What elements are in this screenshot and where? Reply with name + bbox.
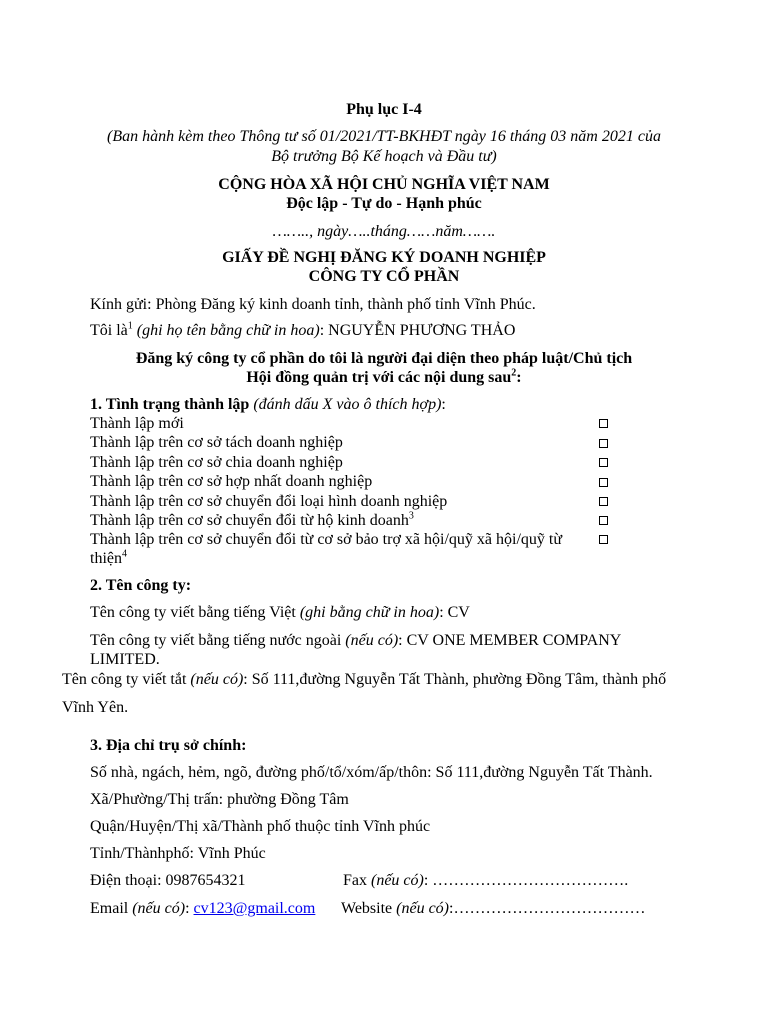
section-1-colon: : — [441, 396, 446, 413]
company-name-foreign-cont: LIMITED. — [90, 651, 160, 668]
fax-value: : ………………………………. — [423, 872, 629, 889]
applicant-name: NGUYỄN PHƯƠNG THẢO — [328, 322, 516, 339]
fax-hint: (nếu có) — [371, 872, 424, 889]
company-name-abbr-cont: Vĩnh Yên. — [62, 699, 129, 716]
footnote-ref-2: 2 — [511, 367, 517, 379]
applicant-sep: : — [319, 322, 329, 339]
website-hint: (nếu có) — [396, 900, 449, 917]
footnote-ref-4: 4 — [122, 548, 127, 560]
section-1-title: 1. Tình trạng thành lập — [90, 396, 250, 413]
applicant-line — [90, 322, 515, 340]
website-value: :……………………………… — [449, 900, 646, 917]
address-province: Tỉnh/Thànhphố: Vĩnh Phúc — [90, 845, 266, 862]
issued-by-line-2: Bộ trưởng Bộ Kế hoạch và Đầu tư) — [271, 148, 497, 165]
document-subtitle: CÔNG TY CỔ PHẦN — [308, 268, 460, 285]
section-1-heading — [90, 396, 446, 414]
company-name-vn-hint: (ghi bằng chữ in hoa) — [299, 604, 440, 621]
option-checkbox[interactable] — [599, 478, 608, 487]
section-1-hint: (đánh dấu X vào ô thích hợp) — [253, 396, 442, 413]
email-field — [90, 900, 315, 918]
email-sep: : — [185, 900, 194, 917]
recipient-value: Phòng Đăng ký kinh doanh tỉnh, thành phố tỉnh Vĩnh Phúc. — [155, 296, 536, 313]
company-name-foreign-hint: (nếu có) — [345, 632, 399, 649]
company-name-abbr-value: : Số 111,đường Nguyễn Tất Thành, phường Đồng Tâm, thành phố — [243, 671, 667, 688]
registration-statement-2 — [0, 369, 768, 387]
email-link[interactable]: cv123@gmail.com — [193, 900, 316, 917]
company-name-vn-label: Tên công ty viết bằng tiếng Việt — [90, 604, 300, 621]
company-name-abbr-label: Tên công ty viết tắt — [62, 671, 191, 688]
company-name-foreign-value: : CV ONE MEMBER COMPANY — [398, 632, 622, 649]
section-2-title: 2. Tên công ty: — [90, 577, 192, 594]
option-label: Thành lập trên cơ sở chuyển đổi từ hộ kinh doanh — [90, 512, 409, 529]
applicant-hint: (ghi họ tên bằng chữ in hoa) — [136, 322, 320, 339]
option-checkbox[interactable] — [599, 439, 608, 448]
option-label-continuation — [90, 550, 127, 568]
fax-label: Fax — [343, 872, 371, 889]
option-label: Thành lập trên cơ sở tách doanh nghiệp — [90, 434, 343, 451]
company-name-vn — [90, 604, 470, 622]
company-name-abbr — [62, 671, 666, 689]
registration-statement-1: Đăng ký công ty cổ phần do tôi là người đại diện theo pháp luật/Chủ tịch — [135, 350, 633, 367]
website-label: Website — [341, 900, 397, 917]
address-street: Số nhà, ngách, hẻm, ngõ, đường phố/tổ/xóm/ấp/thôn: Số 111,đường Nguyễn Tất Thành. — [90, 764, 653, 781]
issued-by-line-1: (Ban hành kèm theo Thông tư số 01/2021/TT-BKHĐT ngày 16 tháng 03 năm 2021 của — [107, 128, 661, 145]
company-name-abbr-hint: (nếu có) — [190, 671, 244, 688]
phone-field: Điện thoại: 0987654321 — [90, 872, 246, 889]
date-line: …….., ngày…..tháng……năm……. — [272, 223, 496, 240]
fax-field — [343, 872, 628, 890]
footnote-ref-1: 1 — [127, 320, 133, 332]
recipient-label: Kính gửi: — [90, 296, 156, 313]
applicant-prefix: Tôi là — [90, 322, 128, 339]
option-checkbox[interactable] — [599, 535, 608, 544]
option-checkbox[interactable] — [599, 419, 608, 428]
option-label: Thành lập trên cơ sở chuyển đổi từ cơ sở bảo trợ xã hội/quỹ xã hội/quỹ từ — [90, 531, 562, 548]
company-name-foreign-label: Tên công ty viết bằng tiếng nước ngoài — [90, 632, 346, 649]
option-checkbox[interactable] — [599, 497, 608, 506]
option-label-cont: thiện — [90, 550, 122, 567]
company-name-foreign — [90, 632, 621, 650]
company-name-vn-value: : CV — [439, 604, 470, 621]
option-label: Thành lập trên cơ sở chia doanh nghiệp — [90, 454, 343, 471]
option-label: Thành lập mới — [90, 415, 184, 432]
recipient-line — [90, 296, 536, 314]
footnote-ref-3: 3 — [408, 510, 414, 522]
option-checkbox[interactable] — [599, 458, 608, 467]
nation-title: CỘNG HÒA XÃ HỘI CHỦ NGHĨA VIỆT NAM — [218, 176, 550, 193]
registration-statement-text: Hội đồng quản trị với các nội dung sau — [246, 369, 512, 386]
national-motto: Độc lập - Tự do - Hạnh phúc — [286, 195, 482, 212]
address-district: Quận/Huyện/Thị xã/Thành phố thuộc tỉnh Vĩnh phúc — [90, 818, 431, 835]
website-field — [341, 900, 645, 918]
option-label: Thành lập trên cơ sở hợp nhất doanh nghiệp — [90, 473, 373, 490]
appendix-label: Phụ lục I-4 — [346, 101, 422, 118]
option-label: Thành lập trên cơ sở chuyển đổi loại hình doanh nghiệp — [90, 493, 448, 510]
section-3-title: 3. Địa chỉ trụ sở chính: — [90, 737, 247, 754]
document-title: GIẤY ĐỀ NGHỊ ĐĂNG KÝ DOANH NGHIỆP — [222, 249, 546, 266]
option-checkbox[interactable] — [599, 516, 608, 525]
option-label-with-note — [90, 512, 414, 530]
address-ward: Xã/Phường/Thị trấn: phường Đồng Tâm — [90, 791, 349, 808]
email-hint: (nếu có) — [132, 900, 186, 917]
email-label: Email — [90, 900, 133, 917]
registration-colon: : — [516, 369, 522, 386]
